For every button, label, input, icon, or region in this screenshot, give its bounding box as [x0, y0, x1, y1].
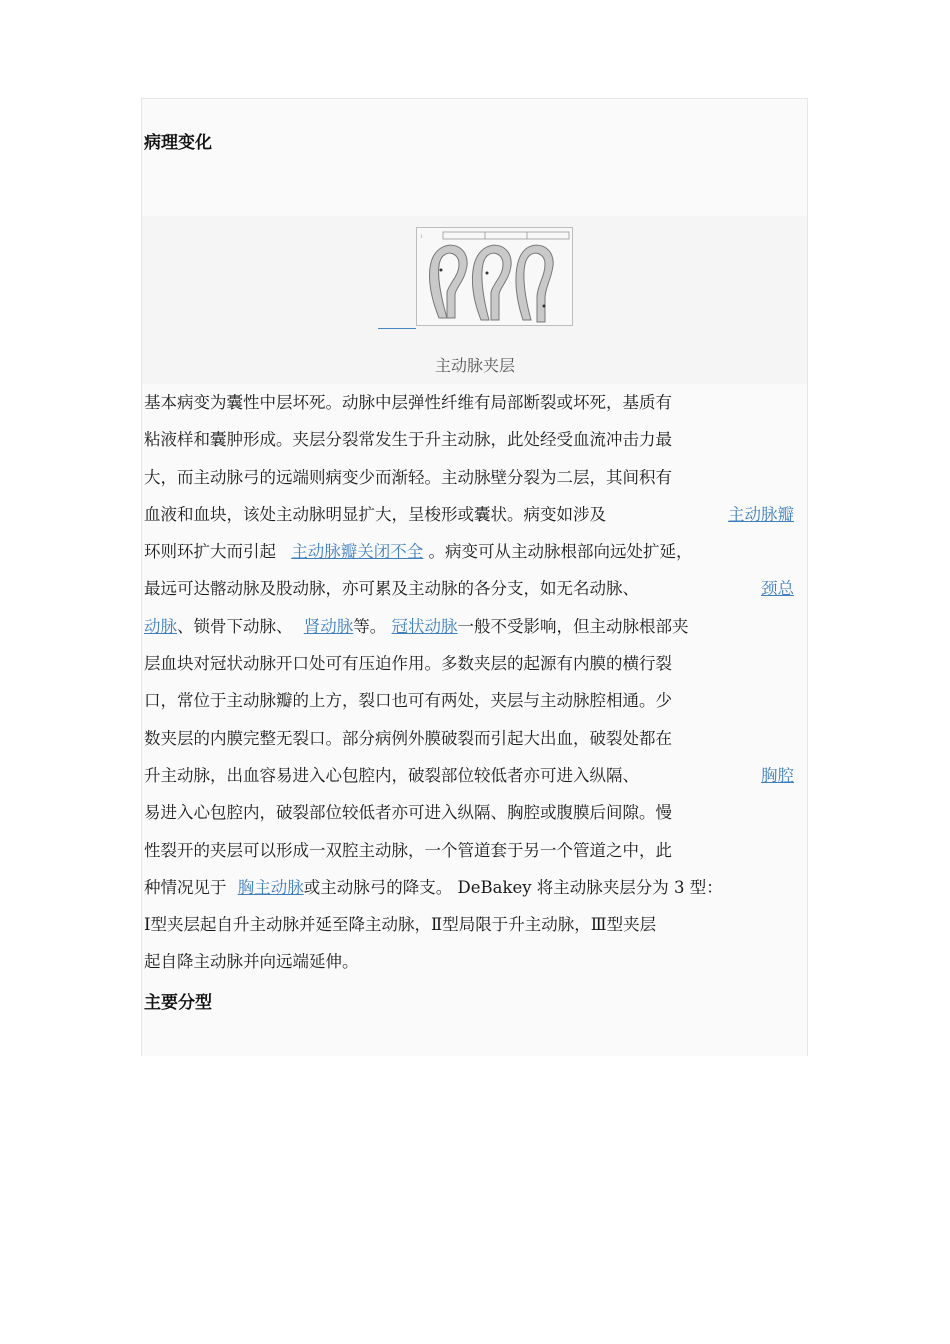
text-segment: 性裂开的夹层可以形成一双腔主动脉，一个管道套于另一个管道之中，此 — [144, 840, 672, 860]
text-segment: 基本病变为囊性中层坏死。动脉中层弹性纤维有局部断裂或坏死，基质有 — [144, 393, 672, 412]
section-heading-types: 主要分型 — [144, 993, 212, 1013]
text-line — [144, 608, 804, 645]
text-line — [144, 645, 804, 682]
link-common-carotid[interactable]: 颈总 — [761, 579, 794, 599]
text-line — [144, 421, 804, 458]
figure-caption: 主动脉夹层 — [434, 356, 515, 375]
text-segment: 升主动脉，出血容易进入心包腔内，破裂部位较低者亦可进入纵隔、 — [144, 765, 639, 785]
text-segment: 层血块对冠状动脉开口处可有压迫作用。多数夹层的起源有内膜的横行裂 — [144, 654, 672, 674]
text-segment: Ⅰ型夹层起自升主动脉并延至降主动脉，Ⅱ型局限于升主动脉，Ⅲ型夹层 — [144, 915, 657, 935]
text-line — [144, 459, 804, 496]
text-segment: 数夹层的内膜完整无裂口。部分病例外膜破裂而引起大出血，破裂处都在 — [144, 728, 672, 748]
text-segment: 起自降主动脉并向远端延伸。 — [144, 952, 359, 972]
body-paragraph — [144, 384, 804, 981]
link-thoracic-cavity[interactable]: 胸腔 — [761, 765, 794, 785]
text-line — [144, 757, 804, 794]
text-segment: 易进入心包腔内，破裂部位较低者亦可进入纵隔、胸腔或腹膜后间隙。慢 — [144, 803, 672, 823]
text-segment: 。病变可从主动脉根部向远处扩延， — [428, 542, 693, 562]
text-line — [144, 906, 804, 943]
text-segment: 种情况见于 — [144, 877, 227, 897]
text-line — [144, 720, 804, 757]
text-segment: 环则环扩大而引起 — [144, 542, 276, 562]
link-aortic-regurgitation[interactable]: 主动脉瓣关闭不全 — [291, 542, 424, 562]
aortic-dissection-figure[interactable] — [416, 227, 573, 326]
section-heading-pathology: 病理变化 — [144, 133, 212, 153]
text-line — [144, 496, 804, 533]
text-segment: 血液和血块，该处主动脉明显扩大，呈梭形或囊状。病变如涉及 — [144, 504, 606, 524]
text-line — [144, 943, 804, 980]
link-common-carotid-cont[interactable]: 动脉 — [144, 616, 177, 636]
svg-text:I: I — [421, 234, 423, 239]
text-segment: 最远可达髂动脉及股动脉，亦可累及主动脉的各分支，如无名动脉、 — [144, 579, 639, 599]
text-line — [144, 533, 804, 570]
link-coronary-artery[interactable]: 冠状动脉 — [391, 616, 458, 636]
text-line — [144, 682, 804, 719]
text-segment: 粘液样和囊肿形成。夹层分裂常发生于升主动脉，此处经受血流冲击力最 — [144, 430, 672, 450]
text-line — [144, 869, 804, 906]
text-segment: 口，常位于主动脉瓣的上方，裂口也可有两处，夹层与主动脉腔相通。少 — [144, 691, 672, 711]
text-segment: 等。 — [353, 616, 387, 636]
text-line — [144, 570, 804, 607]
figure-link-underline[interactable] — [378, 328, 416, 329]
text-segment: 一般不受影响，但主动脉根部夹 — [457, 616, 689, 636]
link-renal-artery[interactable]: 肾动脉 — [303, 616, 354, 636]
text-line — [144, 794, 804, 831]
text-line — [144, 384, 804, 421]
link-thoracic-aorta[interactable]: 胸主动脉 — [237, 877, 304, 897]
text-segment: 、锁骨下动脉、 — [177, 616, 293, 636]
link-aortic-valve[interactable]: 主动脉瓣 — [728, 504, 794, 524]
text-segment: 或主动脉弓的降支。 DeBakey 将主动脉夹层分为 3 型： — [303, 877, 723, 897]
text-segment: 大，而主动脉弓的远端则病变少而渐轻。主动脉壁分裂为二层，其间积有 — [144, 467, 672, 487]
text-line — [144, 832, 804, 869]
aorta-illustration — [417, 228, 572, 325]
